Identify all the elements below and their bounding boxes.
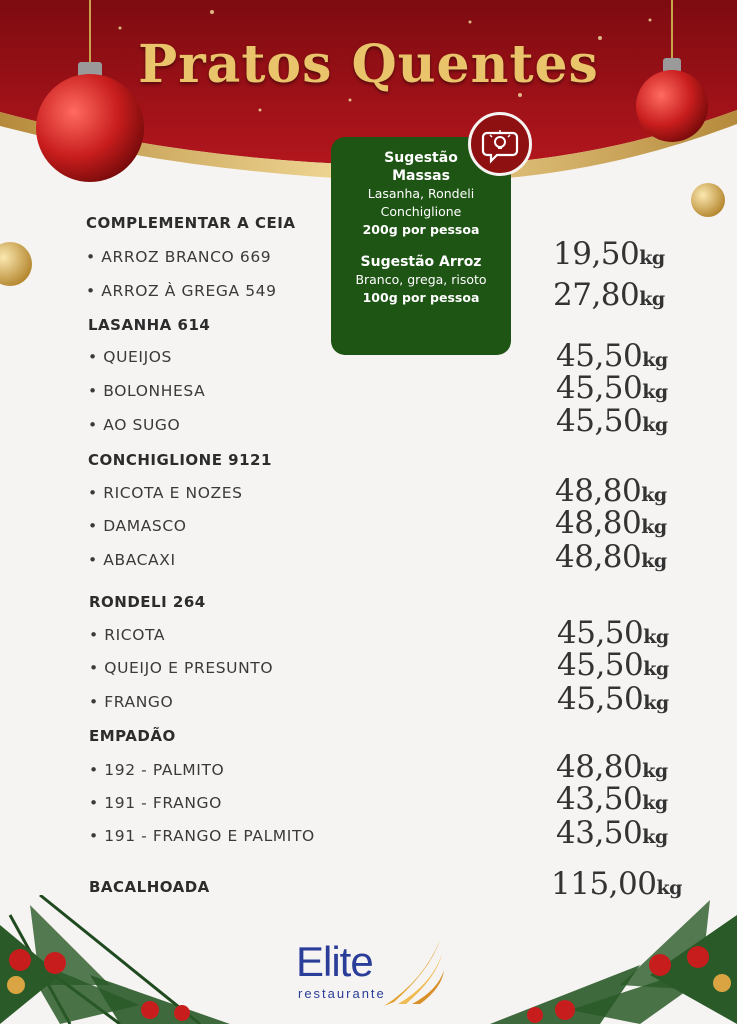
- menu-item-name: • DAMASCO: [88, 517, 187, 535]
- menu-item-price: 45,50kg: [557, 647, 669, 683]
- menu-item-price: 48,80kg: [555, 505, 667, 541]
- pasta-suggestion-line: Conchiglione: [380, 204, 462, 219]
- bacalhoada-price: 115,00kg: [551, 866, 682, 902]
- christmas-ball-icon: [34, 0, 146, 185]
- menu-item-name: • QUEIJO E PRESUNTO: [89, 659, 274, 677]
- pasta-suggestion-title: Sugestão: [384, 150, 458, 166]
- menu-item-name: • ARROZ BRANCO 669: [86, 248, 272, 266]
- section-title-bacalhoada: BACALHOADA: [89, 878, 210, 896]
- gold-ornament-icon: [688, 178, 728, 218]
- menu-item-name: • RICOTA: [89, 626, 166, 644]
- rice-suggestion-title: Sugestão Arroz: [360, 254, 482, 270]
- menu-item-name: • RICOTA E NOZES: [88, 484, 243, 502]
- pasta-suggestion-line: Lasanha, Rondeli: [367, 186, 475, 201]
- menu-item-price: 48,80kg: [556, 749, 668, 785]
- section-title-conchiglione: CONCHIGLIONE 9121: [88, 451, 272, 469]
- logo-name: Elite: [296, 938, 373, 985]
- menu-item-name: • ARROZ À GREGA 549: [86, 282, 277, 300]
- menu-item-price: 48,80kg: [555, 473, 667, 509]
- section-title-complementar: COMPLEMENTAR A CEIA: [86, 214, 296, 232]
- elite-logo: [296, 930, 456, 1010]
- pasta-suggestion-subtitle: Massas: [392, 168, 450, 184]
- menu-item-price: 43,50kg: [556, 815, 668, 851]
- menu-item-price: 43,50kg: [556, 781, 668, 817]
- menu-item-name: • 192 - PALMITO: [89, 761, 225, 779]
- menu-item-name: • BOLONHESA: [88, 382, 206, 400]
- menu-item-price: 19,50kg: [553, 236, 665, 272]
- menu-item-price: 48,80kg: [555, 539, 667, 575]
- menu-item-price: 45,50kg: [556, 403, 668, 439]
- menu-item-name: • AO SUGO: [88, 416, 181, 434]
- menu-item-name: • 191 - FRANGO: [89, 794, 222, 812]
- logo-swoosh-icon: [384, 930, 444, 1006]
- pasta-portion: 200g por pessoa: [362, 222, 480, 237]
- menu-item-name: • ABACAXI: [88, 551, 176, 569]
- lightbulb-chat-icon: [468, 112, 532, 176]
- menu-item-name: • 191 - FRANGO E PALMITO: [89, 827, 315, 845]
- menu-item-name: • QUEIJOS: [88, 348, 172, 366]
- logo-subtitle: restaurante: [298, 986, 386, 1001]
- menu-item-price: 45,50kg: [556, 338, 668, 374]
- page-title: Pratos Quentes: [138, 34, 599, 95]
- rice-portion: 100g por pessoa: [362, 290, 480, 305]
- section-title-lasanha: LASANHA 614: [88, 316, 211, 334]
- menu-item-price: 27,80kg: [553, 277, 665, 313]
- pine-branch-icon: [490, 895, 737, 1024]
- section-title-rondeli: RONDELI 264: [89, 593, 206, 611]
- menu-item-name: • FRANGO: [89, 693, 174, 711]
- rice-suggestion-line: Branco, grega, risoto: [355, 272, 487, 287]
- pine-branch-icon: [0, 895, 240, 1024]
- christmas-ball-icon: [632, 0, 712, 145]
- gold-ornament-icon: [0, 236, 34, 296]
- section-title-empadao: EMPADÃO: [89, 727, 176, 745]
- menu-item-price: 45,50kg: [556, 370, 668, 406]
- menu-item-price: 45,50kg: [557, 681, 669, 717]
- menu-item-price: 45,50kg: [557, 615, 669, 651]
